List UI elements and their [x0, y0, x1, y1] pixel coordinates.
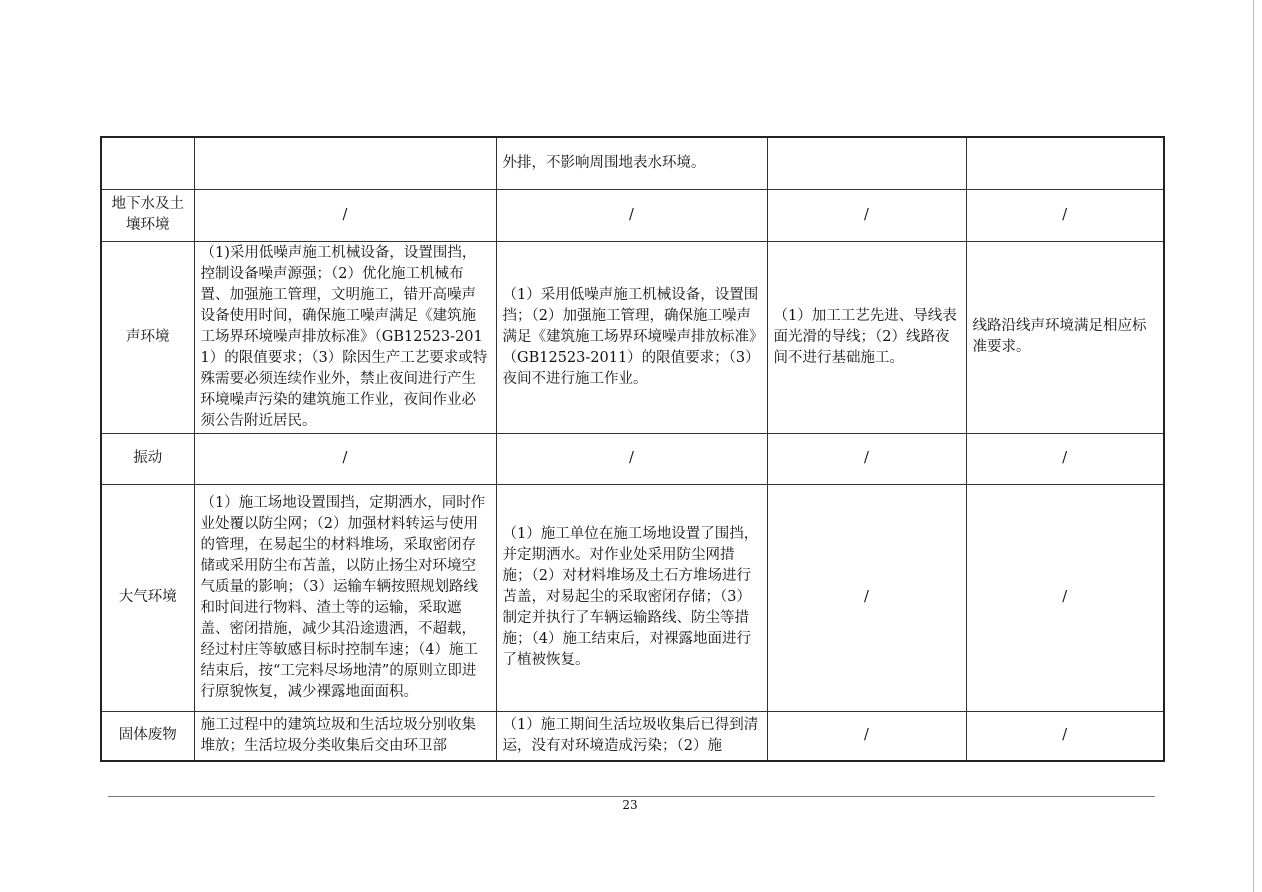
page-number: 23 — [622, 798, 638, 812]
implementation-cell: 外排，不影响周围地表水环境。 — [496, 137, 767, 189]
category-cell: 声环境 — [101, 241, 194, 433]
implementation-cell: / — [496, 433, 767, 484]
table-row — [101, 711, 1164, 761]
conclusion-cell: / — [966, 433, 1164, 484]
measures-cell: / — [194, 189, 496, 241]
category-cell: 大气环境 — [101, 484, 194, 711]
category-cell — [101, 137, 194, 189]
table-row — [101, 433, 1164, 484]
table-row — [101, 137, 1164, 189]
category-cell: 地下水及土壤环境 — [101, 189, 194, 241]
requirement-cell — [767, 137, 966, 189]
table-row — [101, 484, 1164, 711]
measures-cell: 施工过程中的建筑垃圾和生活垃圾分别收集堆放；生活垃圾分类收集后交由环卫部 — [194, 711, 496, 761]
category-cell: 固体废物 — [101, 711, 194, 761]
conclusion-cell: 线路沿线声环境满足相应标准要求。 — [966, 241, 1164, 433]
implementation-cell: （1）施工期间生活垃圾收集后已得到清运，没有对环境造成污染；（2）施 — [496, 711, 767, 761]
requirement-cell: / — [767, 433, 966, 484]
requirement-cell: （1）加工工艺先进、导线表面光滑的导线；（2）线路夜间不进行基础施工。 — [767, 241, 966, 433]
requirement-cell: / — [767, 711, 966, 761]
conclusion-cell: / — [966, 711, 1164, 761]
implementation-cell: （1）采用低噪声施工机械设备，设置围挡；（2）加强施工管理，确保施工噪声满足《建筑施工场界环境噪声排放标准》（GB12523-2011）的限值要求；（3）夜间不进行施工作业。 — [496, 241, 767, 433]
table-row — [101, 189, 1164, 241]
page-right-edge — [1253, 0, 1254, 892]
conclusion-cell — [966, 137, 1164, 189]
table-row — [101, 241, 1164, 433]
measures-cell — [194, 137, 496, 189]
measures-cell: / — [194, 433, 496, 484]
measures-cell: （1)采用低噪声施工机械设备，设置围挡，控制设备噪声源强；（2）优化施工机械布置、加强施工管理，文明施工，错开高噪声设备使用时间，确保施工噪声满足《建筑施工场界环境噪声排放标准》（GB12523-2011）的限值要求；（3）除因生产工艺要求或特殊需要必须连续作业外，禁止夜间进行产生环境噪声污染的建筑施工作业，夜间作业必须公告附近居民。 — [194, 241, 496, 433]
environmental-measures-table — [100, 136, 1165, 762]
conclusion-cell: / — [966, 484, 1164, 711]
conclusion-cell: / — [966, 189, 1164, 241]
requirement-cell: / — [767, 484, 966, 711]
category-cell: 振动 — [101, 433, 194, 484]
implementation-cell: / — [496, 189, 767, 241]
measures-cell: （1）施工场地设置围挡，定期洒水，同时作业处覆以防尘网；（2）加强材料转运与使用的管理，在易起尘的材料堆场，采取密闭存储或采用防尘布苫盖，以防止扬尘对环境空气质量的影响；（3）运输车辆按照规划路线和时间进行物料、渣土等的运输，采取遮盖、密闭措施，减少其沿途遗洒，不超载，经过村庄等敏感目标时控制车速；（4）施工结束后，按“工完料尽场地清”的原则立即进行原貌恢复，减少裸露地面面积。 — [194, 484, 496, 711]
footer-divider — [108, 796, 1155, 797]
requirement-cell: / — [767, 189, 966, 241]
implementation-cell: （1）施工单位在施工场地设置了围挡，并定期洒水。对作业处采用防尘网措施；（2）对材料堆场及土石方堆场进行苫盖，对易起尘的采取密闭存储；（3）制定并执行了车辆运输路线、防尘等措施；（4）施工结束后，对裸露地面进行了植被恢复。 — [496, 484, 767, 711]
